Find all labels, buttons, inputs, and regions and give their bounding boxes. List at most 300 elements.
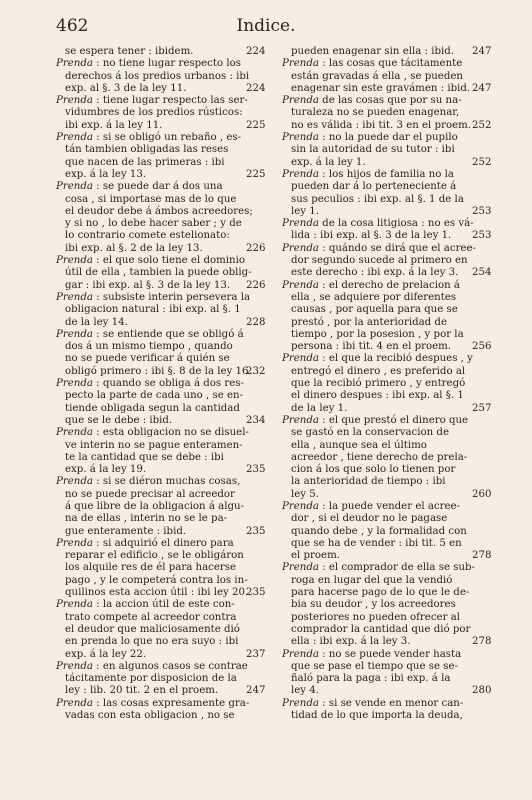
entry-text: lo contrario comete estelionato:	[65, 230, 230, 242]
entry-text: quando debe , y la formalidad con	[291, 525, 467, 537]
index-line	[56, 292, 268, 304]
entry-text: ley 4.	[291, 685, 320, 697]
index-line	[56, 378, 268, 390]
index-line	[282, 636, 494, 648]
entry-text: exp. á la ley 13.	[65, 168, 147, 180]
entry-text: : no se puede vender hasta	[322, 648, 462, 660]
page-reference: 225	[246, 119, 266, 131]
index-line-text	[65, 415, 172, 427]
entry-text: el proem.	[291, 550, 340, 562]
index-line-text	[65, 526, 186, 538]
index-line-text	[65, 144, 228, 156]
entry-keyword: Prenda	[282, 242, 319, 254]
index-column-right	[282, 46, 494, 722]
entry-text: sus peculios : ibi exp. al §. 1 de la	[291, 193, 464, 205]
index-line	[56, 317, 268, 329]
index-line-text	[65, 206, 253, 218]
entry-text: : las cosas expresamente gra-	[96, 697, 250, 709]
index-line	[282, 501, 494, 513]
index-line	[282, 95, 494, 107]
entry-text: : no tiene lugar respecto los	[96, 58, 241, 70]
index-line-text	[65, 489, 235, 501]
index-line	[282, 378, 494, 390]
index-line-text	[291, 378, 465, 390]
index-line	[56, 230, 268, 242]
index-line-text	[282, 415, 468, 427]
index-line	[56, 599, 268, 611]
index-line-text	[282, 132, 458, 144]
index-line-text	[291, 624, 470, 636]
index-line	[282, 562, 494, 574]
index-line	[56, 587, 268, 599]
entry-text: útil de ella , tambien la puede oblig-	[65, 267, 252, 279]
page-reference: 247	[472, 82, 492, 94]
entry-text: tiende obligada segun la cantidad	[65, 402, 240, 414]
index-line	[56, 120, 268, 132]
index-line-text	[65, 612, 236, 624]
index-line-text	[65, 587, 248, 599]
index-line-text	[291, 390, 464, 402]
entry-text: de la ley 14.	[65, 316, 128, 328]
index-line-text	[65, 636, 238, 648]
index-line	[282, 427, 494, 439]
index-line-text	[291, 550, 340, 562]
entry-text: ley 1.	[291, 205, 320, 217]
entry-text: : el que la recibió despues , y	[322, 353, 473, 365]
index-line	[56, 95, 268, 107]
index-line	[282, 267, 494, 279]
entry-text: ley 5.	[291, 488, 320, 500]
entry-text: comprador la cantidad que dió por	[291, 623, 471, 635]
entry-keyword: Prenda	[56, 132, 93, 144]
entry-text: te la cantidad que se debe : ibi	[65, 451, 224, 463]
index-line	[282, 46, 494, 58]
index-line-text	[291, 230, 451, 242]
page-reference: 226	[246, 279, 266, 291]
index-line	[56, 562, 268, 574]
index-line-text	[291, 538, 462, 550]
index-line-text	[291, 255, 468, 267]
entry-text: : si adquirió el dinero para	[96, 537, 234, 549]
page-header	[0, 14, 532, 40]
entry-text: derechos á los predios urbanos : ibi	[65, 70, 250, 82]
index-line	[56, 329, 268, 341]
entry-text: pueden dar á lo perteneciente á	[291, 181, 457, 193]
index-line	[282, 599, 494, 611]
entry-keyword: Prenda	[56, 181, 93, 193]
index-line	[282, 243, 494, 255]
index-line	[56, 132, 268, 144]
page-reference: 256	[472, 341, 492, 353]
index-line-text	[291, 267, 458, 279]
entry-text: exp. á la ley 22.	[65, 648, 147, 660]
entry-keyword: Prenda	[56, 291, 93, 303]
entry-text: ella : ibi exp. á la ley 3.	[291, 636, 411, 648]
index-line	[282, 280, 494, 292]
page-reference: 234	[246, 414, 266, 426]
index-line	[282, 255, 494, 267]
index-line	[56, 698, 268, 710]
index-line-text	[65, 464, 146, 476]
index-line-text	[291, 292, 456, 304]
index-line-text	[65, 710, 235, 722]
index-line-text	[291, 440, 427, 452]
entry-text: prestó , por la anterioridad de	[291, 316, 447, 328]
index-line	[56, 144, 268, 156]
index-line	[282, 710, 494, 722]
index-line	[282, 58, 494, 70]
entry-text: sin la autoridad de su tutor : ibi	[291, 144, 455, 156]
entry-keyword: Prenda	[282, 500, 319, 512]
index-line	[56, 341, 268, 353]
index-line	[282, 403, 494, 415]
index-line	[56, 661, 268, 673]
entry-text: ley : lib. 20 tit. 2 en el proem.	[65, 685, 219, 697]
index-line	[282, 144, 494, 156]
index-line	[282, 661, 494, 673]
index-line	[282, 366, 494, 378]
index-line	[282, 71, 494, 83]
index-line-text	[65, 46, 193, 58]
index-line-text	[65, 341, 233, 353]
index-line-text	[291, 83, 470, 95]
entry-text: este derecho : ibi exp. á la ley 3.	[291, 267, 459, 279]
index-line	[56, 58, 268, 70]
entry-text: reparar el edificio , se le obligáron	[65, 550, 244, 562]
index-line-text	[65, 550, 244, 562]
index-line-text	[291, 366, 465, 378]
entry-text: : las cosas que tácitamente	[322, 58, 463, 70]
index-line	[282, 550, 494, 562]
index-line-text	[65, 513, 227, 525]
index-line	[282, 513, 494, 525]
entry-keyword: Prenda	[282, 95, 319, 107]
index-line	[56, 83, 268, 95]
index-line-text	[291, 575, 452, 587]
entry-text: ella , se adquiere por diferentes	[291, 291, 457, 303]
entry-text: vadas con esta obligacion , no se	[65, 710, 235, 722]
index-line	[56, 624, 268, 636]
entry-text: cion á los que solo lo tienen por	[291, 464, 456, 476]
index-line	[282, 489, 494, 501]
entry-text: trato compete al acreedor contra	[65, 611, 237, 623]
entry-text: exp. al §. 3 de la ley 11.	[65, 82, 187, 94]
page-reference: 235	[246, 464, 266, 476]
entry-text: gar : ibi exp. al §. 3 de la ley 13.	[65, 279, 231, 291]
page-reference: 224	[246, 46, 266, 57]
index-line-text	[291, 194, 464, 206]
entry-text: quilinos esta accion útil : ibi ley 20.	[65, 587, 249, 599]
index-line	[282, 329, 494, 341]
index-line	[56, 107, 268, 119]
entry-text: y si no , lo debe hacer saber ; y de	[65, 218, 242, 230]
entry-text: exp. á la ley 19.	[65, 464, 147, 476]
index-line-text	[291, 513, 447, 525]
index-line	[282, 538, 494, 550]
index-line	[56, 710, 268, 722]
entry-text: no se puede precisar al acreedor	[65, 488, 235, 500]
entry-text: : el que solo tiene el dominio	[96, 255, 245, 267]
index-line-text	[65, 685, 218, 697]
entry-text: el deudor que maliciosamente dió	[65, 623, 240, 635]
index-line-text	[291, 636, 410, 648]
entry-keyword: Prenda	[56, 427, 93, 439]
entry-keyword: Prenda	[282, 132, 319, 144]
index-line	[282, 673, 494, 685]
index-line-text	[56, 427, 249, 439]
index-line	[56, 526, 268, 538]
index-line-text	[282, 698, 463, 710]
entry-keyword: Prenda	[56, 58, 93, 70]
entry-keyword: Prenda	[56, 378, 93, 390]
entry-keyword: Prenda	[56, 328, 93, 340]
index-line	[56, 169, 268, 181]
index-line	[56, 206, 268, 218]
index-line	[56, 440, 268, 452]
index-line-text	[291, 329, 464, 341]
entry-text: : esta obligacion no se disuel-	[96, 427, 249, 439]
page-reference: 235	[246, 587, 266, 599]
index-line	[282, 169, 494, 181]
index-line	[56, 464, 268, 476]
entry-text: tiempo , por la posesion , y por la	[291, 328, 464, 340]
entry-text: cosa , si importase mas de lo que	[65, 193, 237, 205]
index-line	[56, 194, 268, 206]
entry-text: : subsiste interin persevera la	[96, 291, 251, 303]
index-line	[56, 218, 268, 230]
entry-keyword: Prenda	[282, 648, 319, 660]
index-line-text	[56, 599, 235, 611]
index-line-text	[65, 280, 230, 292]
entry-text: : el que prestó el dinero que	[322, 414, 469, 426]
entry-text: que nacen de las primeras : ibi	[65, 156, 225, 168]
entry-text: ibi exp. á la ley 11.	[65, 119, 163, 131]
index-line	[56, 513, 268, 525]
entry-text: dos á un mismo tiempo , quando	[65, 341, 233, 353]
entry-text: enagenar sin este gravámen : ibid.	[291, 82, 471, 94]
index-line	[282, 526, 494, 538]
running-title: Indice.	[236, 16, 296, 36]
index-line-text	[65, 120, 162, 132]
index-line	[282, 83, 494, 95]
index-line	[282, 353, 494, 365]
entry-text: : se entiende que se obligó á	[96, 328, 244, 340]
page-reference: 228	[246, 316, 266, 328]
entry-text: pecto la parte de cada uno , se en-	[65, 390, 244, 402]
index-line-text	[282, 649, 461, 661]
index-line-text	[291, 144, 455, 156]
entry-keyword: Prenda	[282, 353, 319, 365]
index-line-text	[65, 673, 237, 685]
index-line-text	[291, 46, 454, 58]
index-line	[282, 685, 494, 697]
index-line	[56, 452, 268, 464]
index-line	[282, 194, 494, 206]
entry-keyword: Prenda	[282, 697, 319, 709]
index-line-text	[291, 599, 456, 611]
index-line-text	[65, 194, 236, 206]
index-line-text	[291, 107, 459, 119]
index-line	[282, 649, 494, 661]
index-line	[282, 624, 494, 636]
entry-text: : el derecho de prelacion á	[322, 279, 460, 291]
index-line-text	[291, 206, 319, 218]
entry-text: tidad de lo que importa la deuda,	[291, 710, 463, 722]
entry-keyword: Prenda	[282, 279, 319, 291]
index-line	[56, 304, 268, 316]
index-line-text	[291, 317, 447, 329]
entry-text: : quándo se dirá que el acree-	[322, 242, 476, 254]
entry-text: en prenda lo que no era suyo : ibi	[65, 636, 239, 648]
index-line-text	[65, 218, 242, 230]
entry-text: : los hijos de familia no la	[322, 168, 454, 180]
index-line	[56, 415, 268, 427]
entry-text: : si se vende en menor can-	[322, 697, 464, 709]
index-line-text	[291, 341, 451, 353]
index-line-text	[56, 181, 223, 193]
index-line	[56, 636, 268, 648]
page-reference: 247	[246, 685, 266, 697]
entry-text: gue enteramente : ibid.	[65, 525, 187, 537]
entry-keyword: Prenda	[282, 414, 319, 426]
page-reference: 253	[472, 230, 492, 242]
entry-text: á que libre de la obligacion á algu-	[65, 500, 245, 512]
index-line-text	[65, 83, 186, 95]
entry-text: : la accion útil de este con-	[96, 599, 235, 611]
index-line	[282, 612, 494, 624]
index-line-text	[65, 230, 230, 242]
entry-text: que la recibió primero , y entregó	[291, 378, 466, 390]
entry-text: : no la puede dar el pupilo	[322, 132, 458, 144]
index-line	[282, 157, 494, 169]
entry-text: : quando se obliga á dos res-	[96, 378, 244, 390]
index-line-text	[56, 292, 250, 304]
index-line	[56, 46, 268, 58]
index-line	[56, 673, 268, 685]
entry-text: el dinero despues : ibi exp. al §. 1	[291, 390, 464, 402]
index-line-text	[56, 538, 234, 550]
index-line	[282, 415, 494, 427]
entry-keyword: Prenda	[56, 95, 93, 107]
index-line	[282, 181, 494, 193]
index-line	[56, 71, 268, 83]
index-line-text	[65, 440, 243, 452]
page-reference: 278	[472, 636, 492, 648]
index-line-text	[65, 403, 240, 415]
entry-text: pago , y le competerá contra los in-	[65, 574, 248, 586]
page-reference: 254	[472, 267, 492, 279]
page-reference: 235	[246, 525, 266, 537]
entry-keyword: Prenda	[282, 58, 319, 70]
index-line	[56, 280, 268, 292]
page-reference: 278	[472, 550, 492, 562]
index-line	[282, 698, 494, 710]
index-line-text	[56, 476, 240, 488]
entry-text: ñaló para la paga : ibi exp. á la	[291, 673, 451, 685]
index-line-text	[56, 58, 241, 70]
index-line-text	[65, 267, 252, 279]
page-reference: 247	[472, 46, 492, 57]
index-line-text	[291, 612, 460, 624]
index-line-text	[65, 169, 146, 181]
index-line-text	[291, 181, 456, 193]
entry-text: : el comprador de ella se sub-	[322, 562, 475, 574]
index-line	[282, 317, 494, 329]
page-reference: 253	[472, 205, 492, 217]
entry-text: ve interin no se pague enteramen-	[65, 439, 243, 451]
page-reference: 257	[472, 402, 492, 414]
index-line-text	[65, 562, 236, 574]
index-line	[56, 390, 268, 402]
index-line-text	[282, 501, 460, 513]
page-reference: 280	[472, 685, 492, 697]
entry-text: : si se obligó un rebaño , es-	[96, 132, 242, 144]
index-line-text	[291, 661, 458, 673]
entry-text: obligó primero : ibi §. 8 de la ley 16.	[65, 365, 252, 377]
entry-text: : se puede dar á dos una	[96, 181, 223, 193]
index-line-text	[56, 329, 244, 341]
index-line	[282, 464, 494, 476]
entry-text: ibi exp. al §. 2 de la ley 13.	[65, 242, 203, 254]
index-line	[56, 353, 268, 365]
index-line	[282, 120, 494, 132]
index-line-text	[65, 107, 243, 119]
index-line-text	[56, 378, 244, 390]
index-line	[282, 452, 494, 464]
index-line	[56, 267, 268, 279]
entry-text: de la cosa litigiosa : no es vá-	[322, 218, 474, 230]
entry-text: : si se diéron muchas cosas,	[96, 476, 241, 488]
entry-text: que se pase el tiempo que se se-	[291, 660, 458, 672]
index-line-text	[56, 132, 241, 144]
index-line	[56, 538, 268, 550]
entry-text: tácitamente por disposicion de la	[65, 673, 237, 685]
page-reference: 252	[472, 156, 492, 168]
index-line	[56, 550, 268, 562]
index-line	[56, 501, 268, 513]
index-line-text	[291, 427, 449, 439]
index-line-text	[291, 120, 471, 132]
entry-text: pueden enagenar sin ella : ibid.	[291, 46, 455, 57]
entry-text: tán tambien obligadas las reses	[65, 144, 229, 156]
index-line-text	[56, 661, 248, 673]
page-reference: 226	[246, 242, 266, 254]
entry-text: roga en lugar del que la vendió	[291, 574, 453, 586]
entry-text: lida : ibi exp. al §. 3 de la ley 1.	[291, 230, 452, 242]
entry-text: de la ley 1.	[291, 402, 348, 414]
entry-keyword: Prenda	[282, 168, 319, 180]
entry-text: exp. á la ley 1.	[291, 156, 366, 168]
index-line	[282, 390, 494, 402]
entry-text: acreedor , tiene derecho de prela-	[291, 451, 468, 463]
page-reference: 260	[472, 488, 492, 500]
entry-text: para hacerse pago de lo que le de-	[291, 587, 470, 599]
index-line	[56, 575, 268, 587]
index-line-text	[291, 157, 366, 169]
index-line-text	[65, 71, 249, 83]
entry-text: entregó el dinero , es preferido al	[291, 365, 466, 377]
entry-text: : la puede vender el acree-	[322, 500, 460, 512]
index-line	[56, 366, 268, 378]
index-line	[56, 255, 268, 267]
index-line-text	[65, 243, 203, 255]
entry-text: na de ellas , interin no se le pa-	[65, 513, 228, 525]
index-line	[282, 132, 494, 144]
index-line-text	[291, 710, 463, 722]
entry-keyword: Prenda	[282, 562, 319, 574]
index-line	[56, 649, 268, 661]
index-line-text	[65, 624, 240, 636]
